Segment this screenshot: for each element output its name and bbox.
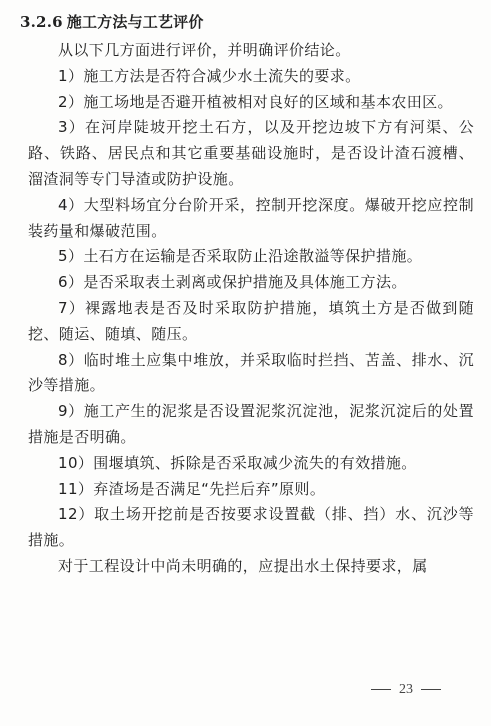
footer-dash-right: [421, 689, 441, 690]
paragraph-item-1: 1）施工方法是否符合减少水土流失的要求。: [58, 66, 361, 85]
paragraph-item-4: 4）大型料场宜分台阶开采，控制开挖深度。爆破开挖应控制装药量和爆破范围。: [28, 195, 474, 240]
body-text: [28, 38, 474, 580]
page-number: 23: [399, 682, 413, 697]
section-heading: [20, 13, 204, 31]
paragraph-item-3: 3）在河岸陡坡开挖土石方，以及开挖边坡下方有河渠、公路、铁路、居民点和其它重要基础设施时，是否设计渣石渡槽、溜渣洞等专门导渣或防护设施。: [28, 118, 474, 188]
paragraph-item-11: 11）弃渣场是否满足“先拦后弃”原则。: [58, 479, 326, 498]
paragraph-item-7: 7）裸露地表是否及时采取防护措施，填筑土方是否做到随挖、随运、随填、随压。: [28, 298, 474, 343]
page-footer: [363, 682, 449, 698]
paragraph-continuation: 对于工程设计中尚未明确的，应提出水土保持要求，属: [58, 556, 428, 575]
paragraph-intro: 从以下几方面进行评价，并明确评价结论。: [58, 41, 351, 59]
footer-dash-left: [371, 689, 391, 690]
section-title: 施工方法与工艺评价: [66, 13, 204, 31]
paragraph-item-10: 10）围堰填筑、拆除是否采取减少流失的有效措施。: [58, 453, 417, 472]
paragraph-item-2: 2）施工场地是否避开植被相对良好的区域和基本农田区。: [58, 92, 453, 111]
paragraph-item-6: 6）是否采取表土剥离或保护措施及具体施工方法。: [58, 273, 407, 292]
paragraph-item-8: 8）临时堆土应集中堆放，并采取临时拦挡、苫盖、排水、沉沙等措施。: [28, 350, 474, 395]
paragraph-item-9: 9）施工产生的泥浆是否设置泥浆沉淀池，泥浆沉淀后的处置措施是否明确。: [28, 402, 474, 446]
paragraph-item-12: 12）取土场开挖前是否按要求设置截（排、挡）水、沉沙等措施。: [28, 505, 474, 550]
section-number: 3.2.6: [20, 13, 63, 31]
paragraph-item-5: 5）土石方在运输是否采取防止沿途散溢等保护措施。: [58, 247, 423, 266]
